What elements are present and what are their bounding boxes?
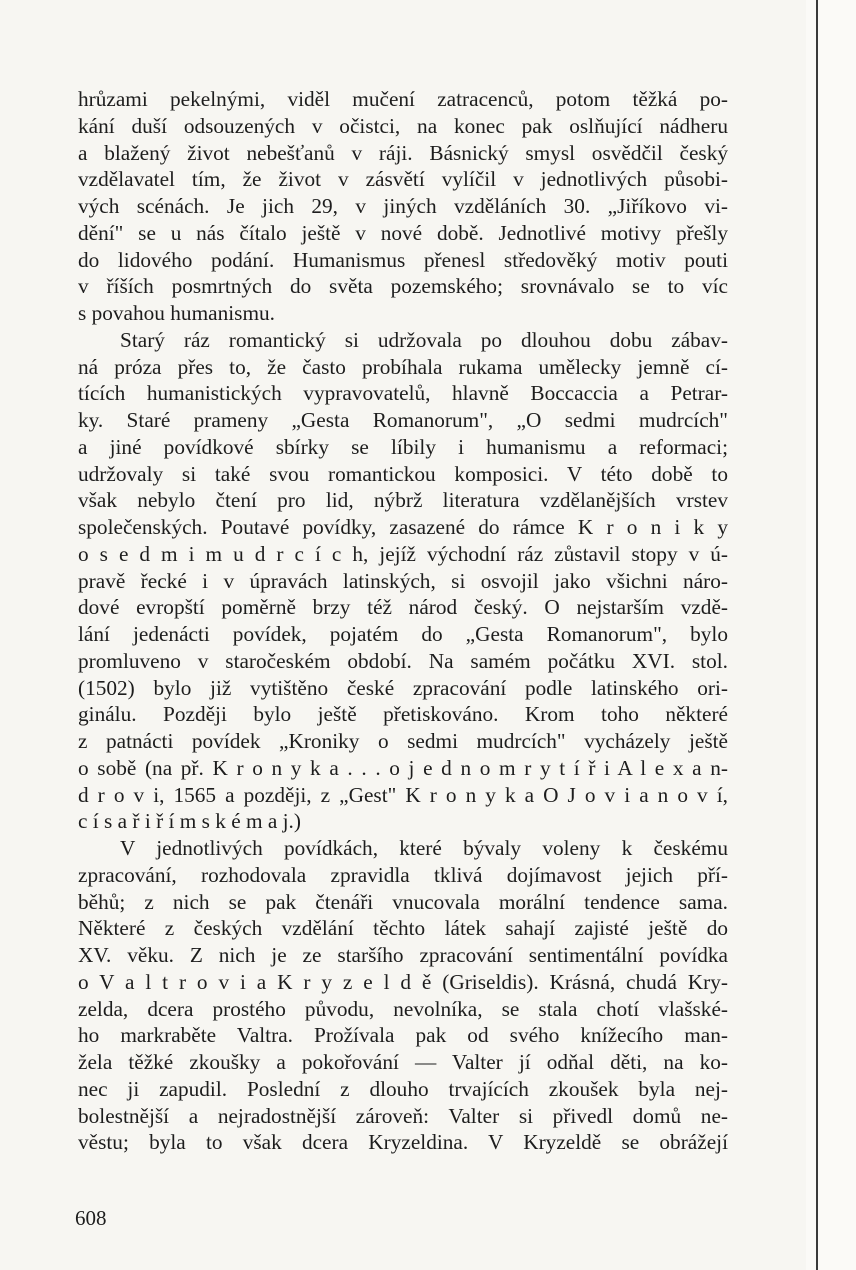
- text-line: běhů; z nich se pak čtenáři vnucovala morální tendence sama.: [78, 889, 728, 914]
- text-line: d r o v i, 1565 a později, z „Gest" K r o n y k a O J o v i a n o v í,: [78, 782, 728, 807]
- text-line: zpracování, rozhodovala zpravidla tklivá dojímavost jejich pří-: [78, 862, 728, 887]
- text-line: ho markraběte Valtra. Prožívala pak od svého knížecího man-: [78, 1023, 728, 1048]
- text-line: a blažený život nebešťanů v ráji. Básnický smysl osvědčil český: [78, 140, 728, 165]
- text-line: XV. věku. Z nich je ze staršího zpracování sentimentální povídka: [78, 943, 728, 967]
- page-edge: [806, 0, 856, 1270]
- text-line: promluveno v staročeském období. Na samém počátku XVI. stol.: [78, 648, 728, 673]
- text-line: s povahou humanismu.: [78, 301, 275, 325]
- text-line: vých scénách. Je jich 29, v jiných vzděláních 30. „Jiříkovo vi-: [78, 194, 728, 218]
- text-line: (1502) bylo již vytištěno české zpracování podle latinského ori-: [78, 675, 728, 700]
- text-line: v říších posmrtných do světa pozemského; srovnávalo se to víc: [78, 274, 728, 299]
- text-line: nec ji zapudil. Poslední z dlouho trvajících zkoušek byla nej-: [78, 1076, 728, 1101]
- text-line: udržovaly si také svou romantickou komposici. V této době to: [78, 461, 728, 486]
- text-line: tících humanistických vypravovatelů, hlavně Boccaccia a Petrar-: [78, 381, 728, 406]
- text-line: z patnácti povídek „Kroniky o sedmi mudrcích" vycházely ještě: [78, 729, 728, 753]
- text-line: o sobě (na př. K r o n y k a . . . o j e d n o m r y t í ř i A l e x a n-: [78, 755, 728, 780]
- text-line: hrůzami pekelnými, viděl mučení zatracenců, potom těžká po-: [78, 87, 728, 111]
- page-number: 608: [75, 1206, 107, 1230]
- text-line: dění" se u nás čítalo ještě v nové době. Jednotlivé motivy přešly: [78, 220, 728, 245]
- text-line: pravě řecké i v úpravách latinských, si osvojil jako všichni náro-: [78, 568, 728, 593]
- text-line: žela těžké zkoušky a pokořování — Valter jí odňal děti, na ko-: [78, 1050, 728, 1074]
- text-line: ná próza přes to, že často probíhala rukama umělecky jemně cí-: [78, 354, 728, 379]
- text-line: ginálu. Později bylo ještě přetiskováno. Krom toho některé: [78, 702, 728, 727]
- text-line: c í s a ř i ř í m s k é m a j.): [78, 809, 301, 834]
- text-line: zelda, dcera prostého původu, nevolníka, se stala chotí vlašské-: [78, 996, 728, 1021]
- text-line: vzdělavatel tím, že život v zásvětí vylíčil v jednotlivých působi-: [78, 167, 728, 192]
- text-line: Některé z českých vzdělání těchto látek sahají zajisté ještě do: [78, 916, 728, 941]
- text-line: do lidového podání. Humanismus přenesl středověký motiv pouti: [78, 247, 728, 272]
- text-line: dové evropští poměrně brzy též národ český. O nejstarším vzdě-: [78, 595, 728, 620]
- text-line: lání jedenácti povídek, pojatém do „Gesta Romanorum", bylo: [78, 622, 728, 646]
- text-line: společenských. Poutavé povídky, zasazené do rámce K r o n i k y: [78, 515, 728, 539]
- body-text: [78, 86, 728, 1156]
- text-line: V jednotlivých povídkách, které bývaly voleny k českému: [120, 836, 728, 860]
- text-line: Starý ráz romantický si udržovala po dlouhou dobu zábav-: [120, 327, 728, 352]
- text-line: a jiné povídkové sbírky se líbily i humanismu a reformaci;: [78, 434, 728, 459]
- text-line: o V a l t r o v i a K r y z e l d ě (Griseldis). Krásná, chudá Kry-: [78, 969, 728, 994]
- text-line: o s e d m i m u d r c í c h, jejíž východní ráz zůstavil stopy v ú-: [78, 541, 728, 566]
- text-line: kání duší odsouzených v očistci, na konec pak oslňující nádheru: [78, 113, 728, 138]
- text-line: bolestnější a nejradostnější zároveň: Valter si přivedl domů ne-: [78, 1103, 728, 1128]
- text-line: věstu; byla to však dcera Kryzeldina. V Kryzeldě se obrážejí: [78, 1130, 728, 1155]
- text-line: ky. Staré prameny „Gesta Romanorum", „O sedmi mudrcích": [78, 408, 728, 432]
- text-line: však nebylo čtení pro lid, nýbrž literatura vzdělanějších vrstev: [78, 488, 728, 513]
